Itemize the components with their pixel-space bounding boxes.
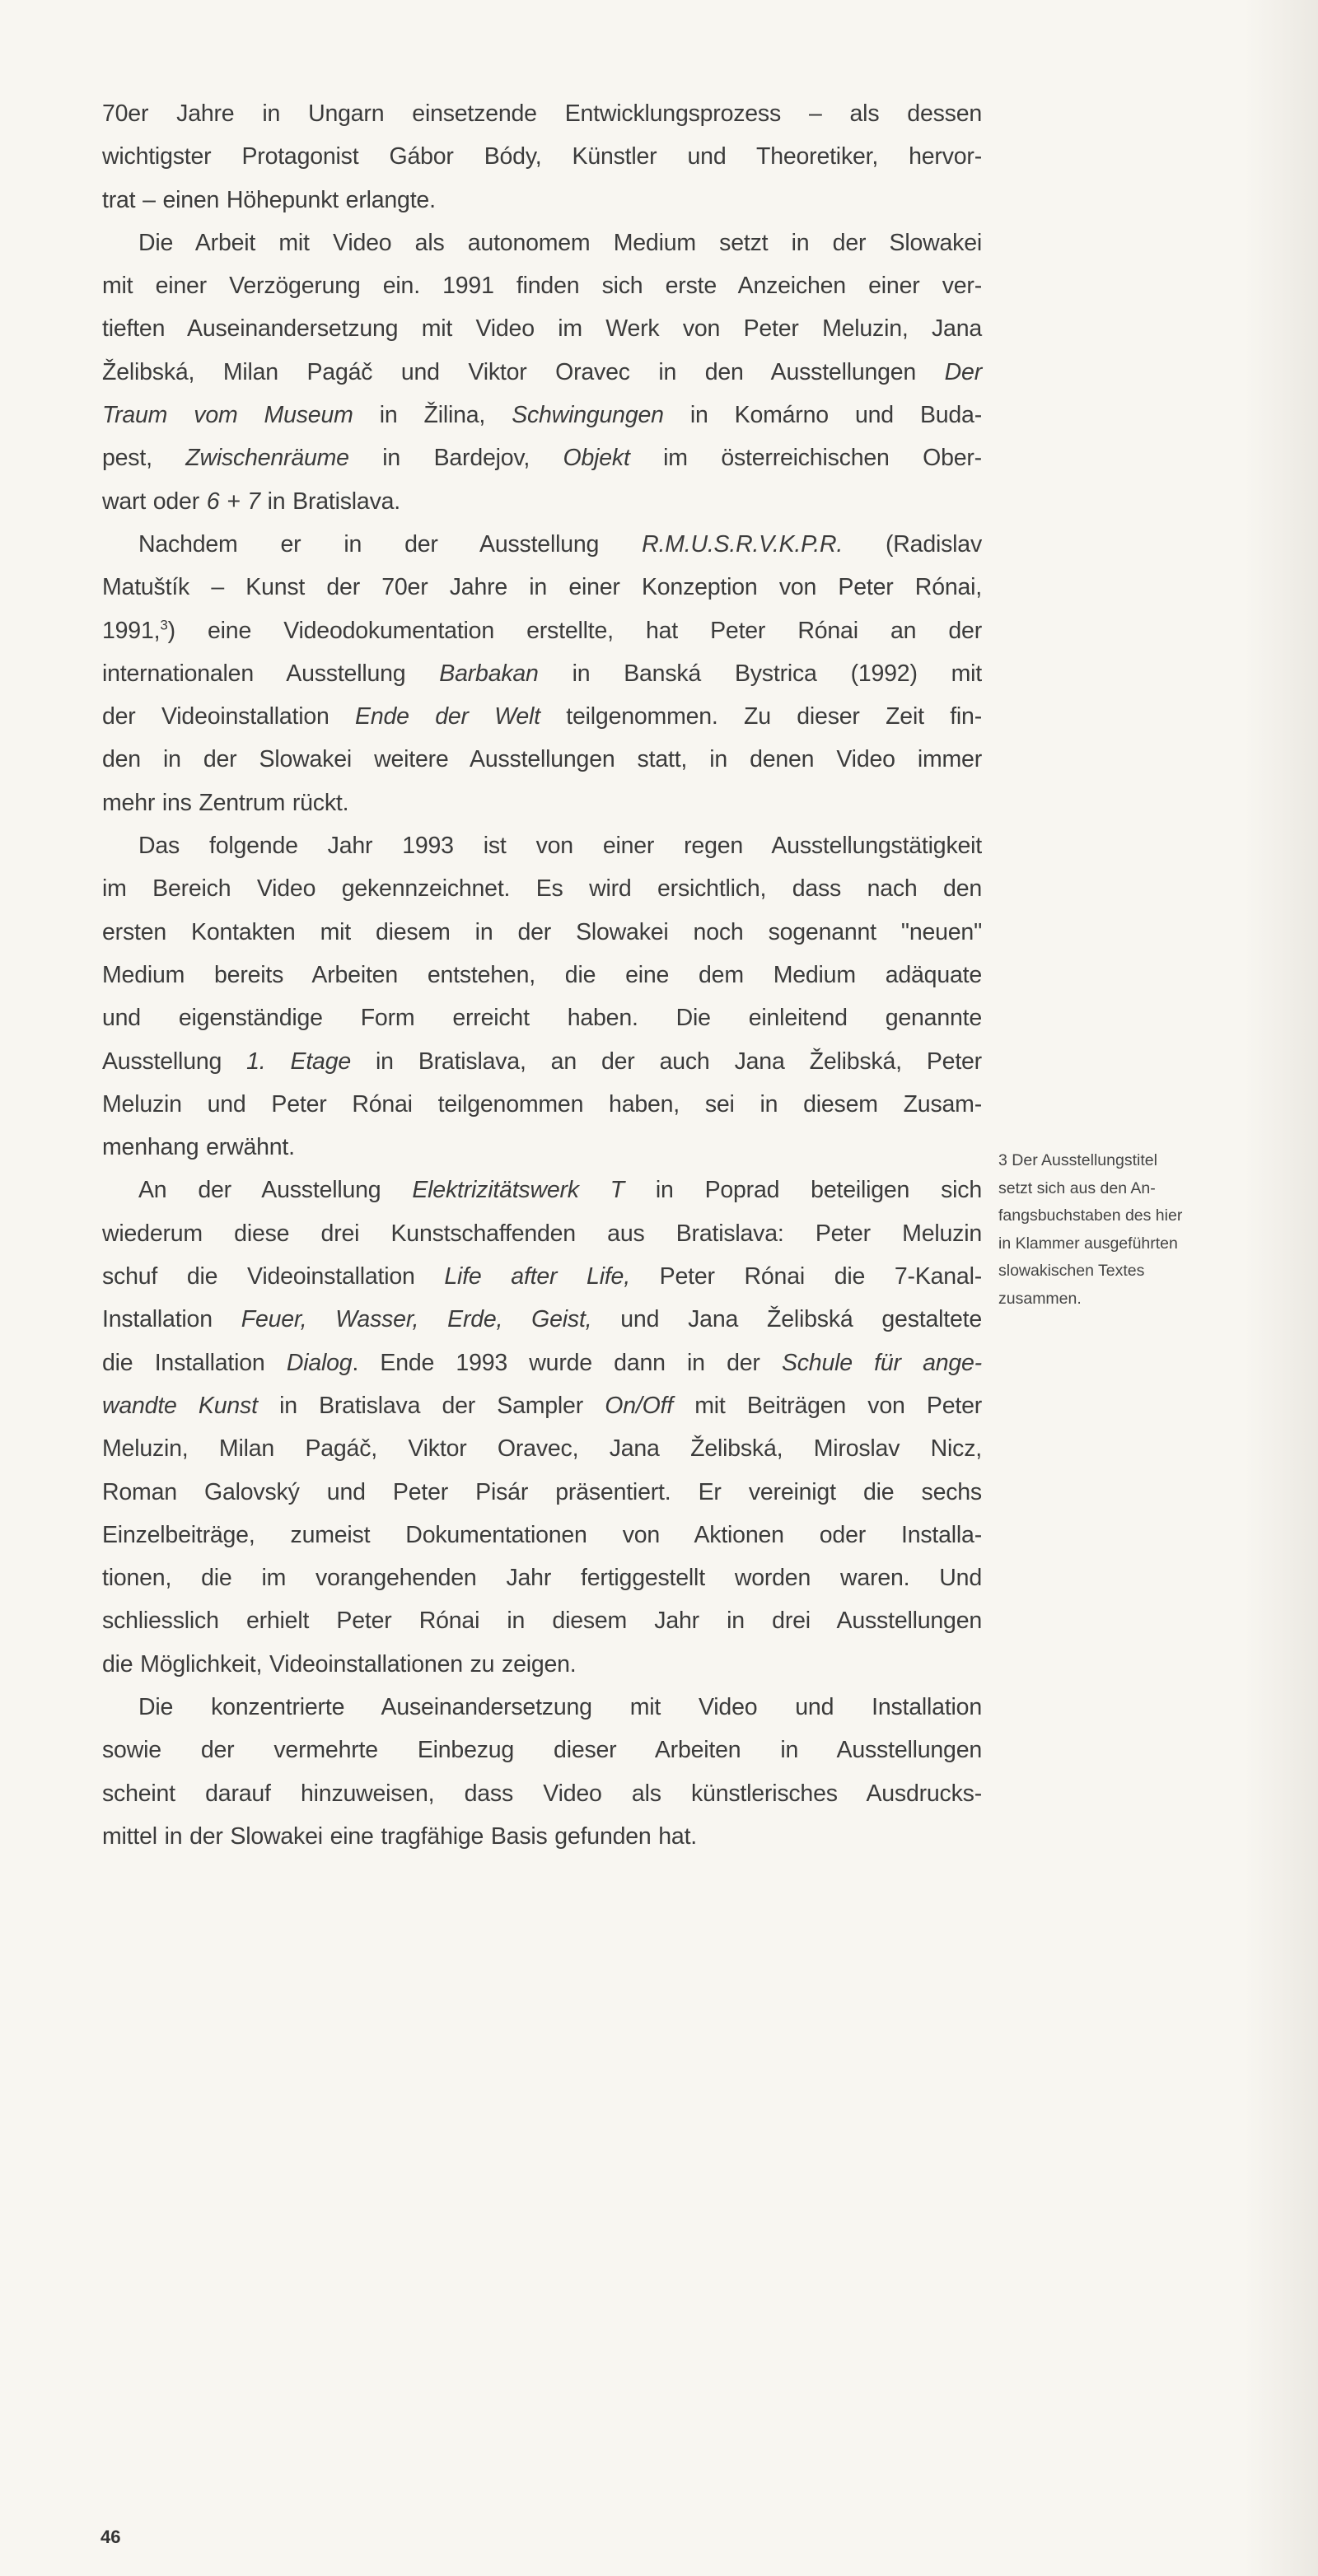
text-run: und Jana Želibská gestaltete xyxy=(591,1306,982,1333)
italic-title: 1. Etage xyxy=(246,1048,352,1075)
text-line xyxy=(102,996,982,1039)
text-line xyxy=(102,523,982,566)
text-line xyxy=(102,1686,982,1729)
text-line xyxy=(102,480,982,523)
paragraph xyxy=(102,222,982,523)
text-run: und eigenständige Form erreicht haben. Die einleitend genannte xyxy=(102,1005,982,1032)
text-run: in Banská Bystrica (1992) mit xyxy=(538,660,983,687)
footnote-3 xyxy=(998,1147,1295,1313)
text-line xyxy=(102,738,982,781)
text-run: in Komárno und Buda- xyxy=(663,402,982,429)
italic-title: 6 + 7 xyxy=(206,488,260,515)
italic-title: Schule für ange- xyxy=(781,1349,982,1376)
text-run: die Installation xyxy=(102,1349,287,1376)
text-line xyxy=(102,1083,982,1126)
footnote-line: slowakischen Textes xyxy=(998,1262,1145,1280)
text-run: Matuštík – Kunst der 70er Jahre in einer Konzeption von Peter Rónai, xyxy=(102,574,982,601)
italic-title: Der xyxy=(944,358,982,385)
text-line xyxy=(102,1556,982,1599)
text-run: 70er Jahre in Ungarn einsetzende Entwicklungsprozess – als dessen xyxy=(102,100,982,127)
text-run: trat – einen Höhepunkt erlangte. xyxy=(102,186,436,213)
text-line xyxy=(102,135,982,178)
text-line xyxy=(102,1729,982,1771)
text-run: ) eine Videodokumentation erstellte, hat Peter Rónai an der xyxy=(167,617,982,644)
footnote-line: fangsbuchstaben des hier xyxy=(998,1206,1183,1225)
italic-title: On/Off xyxy=(605,1392,673,1419)
text-run: mit Beiträgen von Peter xyxy=(673,1392,983,1419)
text-line xyxy=(102,1384,982,1427)
text-run: mittel in der Slowakei eine tragfähige Basis gefunden hat. xyxy=(102,1822,698,1850)
text-line xyxy=(102,1471,982,1514)
paragraph xyxy=(102,92,982,222)
text-line xyxy=(102,1815,982,1858)
paragraph xyxy=(102,1169,982,1686)
text-run: Installation xyxy=(102,1306,241,1333)
text-run: Meluzin, Milan Pagáč, Viktor Oravec, Jana Želibská, Miroslav Nicz, xyxy=(102,1435,982,1463)
text-run: wichtigster Protagonist Gábor Bódy, Künstler und Theoretiker, hervor- xyxy=(102,143,982,170)
body-text xyxy=(102,92,982,1858)
text-line xyxy=(102,1298,982,1341)
text-run: wiederum diese drei Kunstschaffenden aus Bratislava: Peter Meluzin xyxy=(102,1220,982,1247)
text-run: in Poprad beteiligen sich xyxy=(624,1177,982,1204)
text-run: wart oder xyxy=(102,488,207,515)
text-run: . Ende 1993 wurde dann in der xyxy=(352,1349,782,1376)
text-run: Meluzin und Peter Rónai teilgenommen haben, sei in diesem Zusam- xyxy=(102,1090,982,1118)
text-line xyxy=(102,954,982,996)
text-line xyxy=(102,1514,982,1556)
text-run: in Bratislava, an der auch Jana Želibská, Peter xyxy=(351,1048,982,1075)
text-run: menhang erwähnt. xyxy=(102,1134,295,1161)
text-run: (Radislav xyxy=(843,530,982,558)
text-run: in Žilina, xyxy=(353,402,512,429)
text-line xyxy=(102,179,982,222)
text-line xyxy=(102,695,982,738)
paragraph xyxy=(102,824,982,1169)
text-run: Das folgende Jahr 1993 ist von einer regen Ausstellungstätigkeit xyxy=(138,833,982,860)
text-line xyxy=(102,566,982,609)
paragraph xyxy=(102,523,982,824)
text-run: Roman Galovský und Peter Pisár präsentiert. Er vereinigt die sechs xyxy=(102,1478,982,1505)
italic-title: Dialog xyxy=(286,1349,353,1376)
text-run: scheint darauf hinzuweisen, dass Video als künstlerisches Ausdrucks- xyxy=(102,1780,982,1807)
text-run: Želibská, Milan Pagáč und Viktor Oravec in den Ausstellungen xyxy=(102,358,945,385)
italic-title: R.M.U.S.R.V.K.P.R. xyxy=(642,530,844,558)
text-run: schuf die Videoinstallation xyxy=(102,1263,445,1290)
text-line xyxy=(102,1342,982,1384)
text-line xyxy=(102,1643,982,1686)
text-run: teilgenommen. Zu dieser Zeit fin- xyxy=(540,703,983,730)
text-run: Peter Rónai die 7-Kanal- xyxy=(629,1263,982,1290)
text-line xyxy=(102,1169,982,1211)
italic-title: wandte Kunst xyxy=(102,1392,258,1419)
text-line xyxy=(102,867,982,910)
text-run: mit einer Verzögerung ein. 1991 finden sich erste Anzeichen einer ver- xyxy=(102,273,982,300)
footnote-line: in Klammer ausgeführten xyxy=(998,1234,1178,1253)
text-run: An der Ausstellung xyxy=(138,1177,413,1204)
italic-title: Barbakan xyxy=(439,660,539,687)
text-run: Die Arbeit mit Video als autonomem Medium setzt in der Slowakei xyxy=(138,229,982,256)
text-line xyxy=(102,824,982,867)
text-run: Ausstellung xyxy=(102,1048,247,1075)
text-line xyxy=(102,436,982,479)
text-line xyxy=(102,1427,982,1470)
text-run: in Bratislava. xyxy=(259,488,400,515)
text-run: in Bardejov, xyxy=(348,445,563,472)
text-run: den in der Slowakei weitere Ausstellungen statt, in denen Video immer xyxy=(102,746,982,773)
text-line xyxy=(102,1772,982,1815)
text-line xyxy=(102,609,982,652)
text-line xyxy=(102,222,982,264)
text-run: die Möglichkeit, Videoinstallationen zu zeigen. xyxy=(102,1650,577,1678)
text-line xyxy=(102,1255,982,1298)
text-run: tieften Auseinandersetzung mit Video im Werk von Peter Meluzin, Jana xyxy=(102,315,982,343)
text-line xyxy=(102,307,982,350)
text-line xyxy=(102,92,982,135)
text-run: in Bratislava der Sampler xyxy=(257,1392,605,1419)
text-line xyxy=(102,1212,982,1255)
paragraph xyxy=(102,1686,982,1858)
text-run: mehr ins Zentrum rückt. xyxy=(102,789,349,816)
page-number: 46 xyxy=(100,2527,121,2547)
text-line xyxy=(102,911,982,954)
text-line xyxy=(102,1126,982,1169)
text-run: Medium bereits Arbeiten entstehen, die eine dem Medium adäquate xyxy=(102,961,982,988)
text-line xyxy=(102,394,982,436)
text-run: internationalen Ausstellung xyxy=(102,660,440,687)
text-run: 1991, xyxy=(102,617,161,644)
text-line xyxy=(102,1040,982,1083)
text-run: pest, xyxy=(102,445,186,472)
footnote-line: 3 Der Ausstellungstitel xyxy=(998,1151,1157,1169)
italic-title: Elektrizitätswerk T xyxy=(412,1177,624,1204)
text-run: sowie der vermehrte Einbezug dieser Arbeiten in Ausstellungen xyxy=(102,1737,982,1764)
footnote-line: zusammen. xyxy=(998,1289,1082,1308)
text-line xyxy=(102,782,982,824)
text-run: Die konzentrierte Auseinandersetzung mit Video und Installation xyxy=(138,1693,982,1720)
italic-title: Life after Life, xyxy=(444,1263,630,1290)
italic-title: Objekt xyxy=(563,445,630,472)
text-run: schliesslich erhielt Peter Rónai in diesem Jahr in drei Ausstellungen xyxy=(102,1608,982,1635)
text-line xyxy=(102,264,982,307)
italic-title: Zwischenräume xyxy=(185,445,349,472)
footnote-ref: 3 xyxy=(160,617,168,633)
text-run: im österreichischen Ober- xyxy=(629,445,982,472)
footnote-line: setzt sich aus den An- xyxy=(998,1178,1156,1197)
italic-title: Feuer, Wasser, Erde, Geist, xyxy=(241,1306,592,1333)
text-line xyxy=(102,351,982,394)
italic-title: Schwingungen xyxy=(512,402,664,429)
text-run: Einzelbeiträge, zumeist Dokumentationen von Aktionen oder Installa- xyxy=(102,1521,982,1548)
text-run: ersten Kontakten mit diesem in der Slowakei noch sogenannt "neuen" xyxy=(102,918,982,945)
text-run: tionen, die im vorangehenden Jahr fertiggestellt worden waren. Und xyxy=(102,1565,982,1592)
text-run: der Videoinstallation xyxy=(102,703,356,730)
text-run: Nachdem er in der Ausstellung xyxy=(138,530,643,558)
text-line xyxy=(102,1599,982,1642)
italic-title: Traum vom Museum xyxy=(102,402,353,429)
italic-title: Ende der Welt xyxy=(355,703,540,730)
text-run: im Bereich Video gekennzeichnet. Es wird ersichtlich, dass nach den xyxy=(102,875,982,903)
text-line xyxy=(102,652,982,695)
